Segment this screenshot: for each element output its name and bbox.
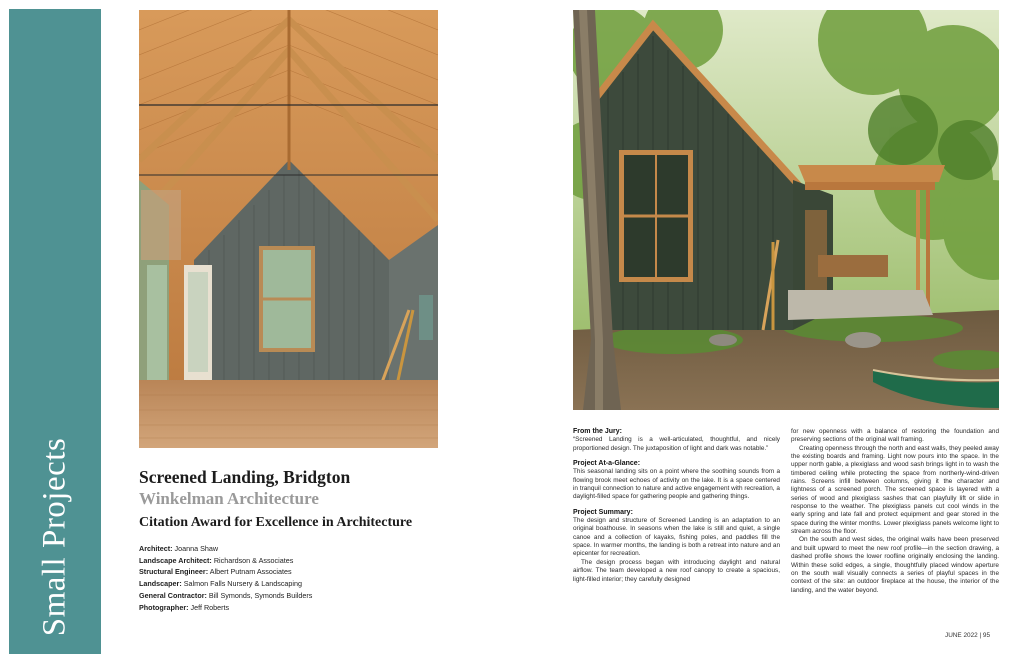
- credit-row: Structural Engineer: Albert Putnam Associates: [139, 567, 292, 577]
- glance-heading: Project At-a-Glance:: [573, 460, 641, 468]
- project-title: Screened Landing, Bridgton: [139, 467, 351, 487]
- body-paragraph: Creating openness through the north and east walls, they peeled away the existing boards and framing. Light now pours into the space. In the upper north gable, a plexiglass and wood sash brings light in to wash the timbered ceiling while protecting the space from northerly-wind-driven rains. Screens infill between columns, giving it the character and lightness of a screened porch. The screened space is layered with a series of wood and plexiglass sashes that can playfully lift or slide in response to the weather. The plexiglass panels cut cool winds in the early spring and late fall and protect equipment and gear stored in the space during the winter months. Lower plexiglass panels welcome light to stream across the floor.: [791, 444, 999, 536]
- section-tab: [9, 9, 101, 654]
- page-folio: JUNE 2022 | 95: [945, 632, 990, 639]
- project-heading: [139, 467, 479, 531]
- section-label: Small Projects: [36, 437, 73, 637]
- project-award: Citation Award for Excellence in Architecture: [139, 515, 413, 530]
- jury-text: “Screened Landing is a well-articulated, thoughtful, and nicely proportioned design. The juxtaposition of light and dark was notable.”: [573, 436, 780, 452]
- article-column-1: [573, 428, 780, 584]
- summary-heading: Project Summary:: [573, 508, 633, 516]
- body-paragraph: for new openness with a balance of restoring the foundation and preserving sections of the original wall framing.: [791, 428, 999, 444]
- interior-photo: [139, 10, 438, 448]
- jury-heading: From the Jury:: [573, 428, 623, 435]
- credit-row: Photographer: Jeff Roberts: [139, 602, 230, 612]
- article-column-2: [791, 428, 999, 595]
- credit-row: Architect: Joanna Shaw: [139, 544, 219, 553]
- project-credits: [139, 543, 459, 613]
- exterior-photo: [573, 10, 999, 410]
- glance-text: This seasonal landing sits on a point where the soothing sounds from a flowing brook meet echoes of activity on the lake. It is a space centered in tranquil connection to nature and active engagement with recreation, a daylight-filled space for gathering people and gathering things.: [573, 468, 780, 501]
- summary-paragraph: The design process began with introducing daylight and natural airflow. The team developed a new roof canopy to create a spacious, light-filled interior; they carefully designed: [573, 558, 780, 583]
- project-firm: Winkelman Architecture: [139, 489, 319, 508]
- body-paragraph: On the south and west sides, the original walls have been preserved and built upward to meet the new roof profile—in the section drawing, a dashed profile shows the lower roofline originally enclosing the landing. Within these solid edges, a single, thoughtfully placed window aperture on the south wall visually connects a series of playful spaces in the context of the site: an outdoor fireplace at the house, the interior of the landing, and the water beyond.: [791, 536, 999, 594]
- credit-row: Landscaper: Salmon Falls Nursery & Landscaping: [139, 579, 302, 589]
- summary-paragraph: The design and structure of Screened Landing is an adaptation to an original boathouse. In seasons when the lake is still and quiet, a single canoe and a collection of kayaks, fishing poles, and paddles fill the space. In warmer months, the landing is both a retreat into nature and an epicenter for recreation.: [573, 517, 780, 558]
- credit-row: Landscape Architect: Richardson & Associates: [139, 555, 294, 565]
- credit-row: General Contractor: Bill Symonds, Symonds Builders: [139, 590, 313, 600]
